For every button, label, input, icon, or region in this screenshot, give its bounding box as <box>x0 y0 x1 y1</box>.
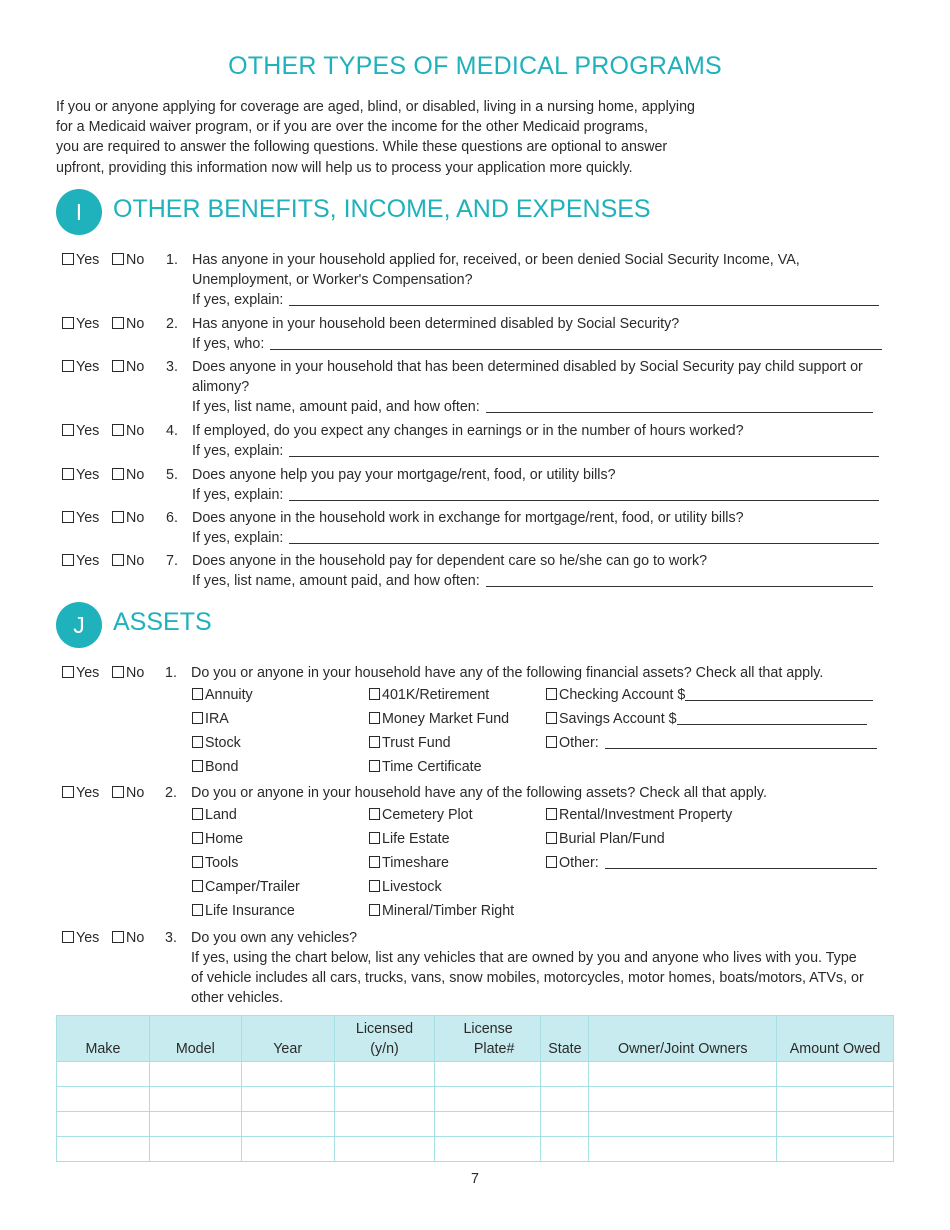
q6-no-checkbox[interactable]: No <box>112 508 144 528</box>
a2-yes-checkbox[interactable]: Yes <box>62 783 99 803</box>
vehicle-table-header <box>57 1016 894 1062</box>
option-life-estate[interactable]: Life Estate <box>369 831 450 847</box>
q2-yes-checkbox[interactable]: Yes <box>62 314 99 334</box>
option-burial-plan[interactable]: Burial Plan/Fund <box>546 831 665 847</box>
option-stock[interactable]: Stock <box>192 735 241 751</box>
a3-no-checkbox[interactable]: No <box>112 928 144 948</box>
q6-yes-checkbox[interactable]: Yes <box>62 508 99 528</box>
col-amount-owed: Amount Owed <box>777 1016 894 1062</box>
a3-yes-checkbox[interactable]: Yes <box>62 928 99 948</box>
section-j-title: ASSETS <box>113 608 212 636</box>
option-401k[interactable]: 401K/Retirement <box>369 687 489 703</box>
col-make: Make <box>57 1016 150 1062</box>
q4-no-checkbox[interactable]: No <box>112 421 144 441</box>
col-year: Year <box>241 1016 334 1062</box>
option-checking-account[interactable]: Checking Account $ <box>546 687 873 703</box>
q5-no-checkbox[interactable]: No <box>112 465 144 485</box>
table-row <box>57 1112 894 1137</box>
option-annuity[interactable]: Annuity <box>192 687 253 703</box>
savings-amount-field[interactable] <box>677 711 867 725</box>
q7-no-checkbox[interactable]: No <box>112 551 144 571</box>
q1-no-checkbox[interactable]: No <box>112 250 144 270</box>
option-rental-property[interactable]: Rental/Investment Property <box>546 807 732 823</box>
option-mineral-timber[interactable]: Mineral/Timber Right <box>369 903 514 919</box>
section-j-badge: J <box>56 602 102 648</box>
section-i-badge: I <box>56 189 102 235</box>
col-model: Model <box>149 1016 241 1062</box>
financial-other-field[interactable] <box>605 735 877 749</box>
option-financial-other[interactable]: Other: <box>546 735 877 751</box>
vehicle-table <box>56 1015 894 1162</box>
q6-explain-field[interactable] <box>289 530 879 544</box>
option-home[interactable]: Home <box>192 831 243 847</box>
q2-no-checkbox[interactable]: No <box>112 314 144 334</box>
option-tools[interactable]: Tools <box>192 855 238 871</box>
table-row <box>57 1087 894 1112</box>
col-licensed: Licensed (y/n) <box>334 1016 435 1062</box>
option-life-insurance[interactable]: Life Insurance <box>192 903 295 919</box>
option-ira[interactable]: IRA <box>192 711 229 727</box>
option-camper-trailer[interactable]: Camper/Trailer <box>192 879 300 895</box>
table-row <box>57 1062 894 1087</box>
section-i-title: OTHER BENEFITS, INCOME, AND EXPENSES <box>113 195 651 223</box>
q5-yes-checkbox[interactable]: Yes <box>62 465 99 485</box>
intro-paragraph: If you or anyone applying for coverage are aged, blind, or disabled, living in a nursing home, applying for a Medicaid waiver program, or if you are over the income for the other Medicaid programs, you are required to answer the following questions. While these questions are optional to answer upfront, providing this information now will help us to process your application more quickly. <box>56 99 695 176</box>
a1-no-checkbox[interactable]: No <box>112 663 144 683</box>
q3-no-checkbox[interactable]: No <box>112 357 144 377</box>
q4-yes-checkbox[interactable]: Yes <box>62 421 99 441</box>
page-title: OTHER TYPES OF MEDICAL PROGRAMS <box>228 52 722 80</box>
q2-who-field[interactable] <box>270 336 882 350</box>
q4-explain-field[interactable] <box>289 443 879 457</box>
option-timeshare[interactable]: Timeshare <box>369 855 449 871</box>
option-time-certificate[interactable]: Time Certificate <box>369 759 482 775</box>
option-savings-account[interactable]: Savings Account $ <box>546 711 867 727</box>
option-livestock[interactable]: Livestock <box>369 879 442 895</box>
table-row <box>57 1137 894 1162</box>
q1-explain-field[interactable] <box>289 292 879 306</box>
q3-yes-checkbox[interactable]: Yes <box>62 357 99 377</box>
option-asset-other[interactable]: Other: <box>546 855 877 871</box>
q3-details-field[interactable] <box>486 399 873 413</box>
option-land[interactable]: Land <box>192 807 237 823</box>
q1-yes-checkbox[interactable]: Yes <box>62 250 99 270</box>
a2-no-checkbox[interactable]: No <box>112 783 144 803</box>
option-trust-fund[interactable]: Trust Fund <box>369 735 451 751</box>
col-license-plate: License Plate# <box>435 1016 541 1062</box>
col-owners: Owner/Joint Owners <box>589 1016 777 1062</box>
page-number: 7 <box>471 1171 479 1187</box>
option-bond[interactable]: Bond <box>192 759 238 775</box>
q7-yes-checkbox[interactable]: Yes <box>62 551 99 571</box>
option-cemetery-plot[interactable]: Cemetery Plot <box>369 807 473 823</box>
a1-yes-checkbox[interactable]: Yes <box>62 663 99 683</box>
checking-amount-field[interactable] <box>685 687 873 701</box>
q7-details-field[interactable] <box>486 573 873 587</box>
col-state: State <box>541 1016 589 1062</box>
asset-other-field[interactable] <box>605 855 877 869</box>
option-money-market[interactable]: Money Market Fund <box>369 711 509 727</box>
q5-explain-field[interactable] <box>289 487 879 501</box>
